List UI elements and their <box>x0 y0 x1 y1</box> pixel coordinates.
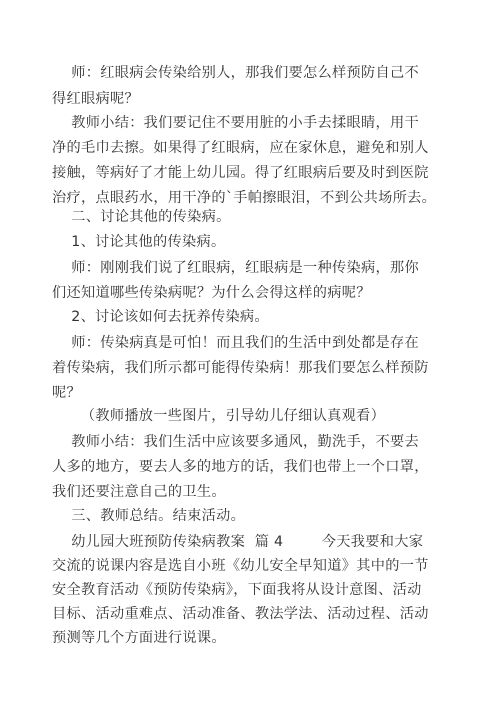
text-line: 师：传染病真是可怕！而且我们的生活中到处都是存在 <box>52 335 419 351</box>
text-line: 预测等几个方面进行说课。 <box>52 630 226 646</box>
text-line: 2、讨论该如何去抚养传染病。 <box>52 309 269 325</box>
text-line: 教师小结：我们生活中应该要多通风，勤洗手，不要去 <box>52 434 419 450</box>
text-line: 1、讨论其他的传染病。 <box>52 234 226 250</box>
text-line: 三、教师总结。结束活动。 <box>52 508 246 524</box>
text-line: 师：刚刚我们说了红眼病，红眼病是一种传染病，那你 <box>52 260 419 276</box>
text-line: 接触，等病好了才能上幼儿园。得了红眼病后要及时到医院 <box>52 165 429 181</box>
text-line: 着传染病，我们所示都可能得传染病！那我们要怎么样预防 <box>52 360 429 376</box>
text-line: 人多的地方，要去人多的地方的话，我们也带上一个口罩， <box>52 459 429 475</box>
text-line: 幼儿园大班预防传染病教案 篇 4 今天我要和大家 <box>52 534 424 550</box>
text-line: （教师播放一些图片，引导幼儿仔细认真观看） <box>52 408 386 424</box>
text-line: 师：红眼病会传染给别人，那我们要怎么样预防自己不 <box>52 65 419 81</box>
text-line: 净的毛巾去擦。如果得了红眼病，应在家休息，避免和别人 <box>52 140 429 156</box>
text-line: 治疗，点眼药水，用干净的`手帕擦眼泪，不到公共场所去。 <box>52 190 437 206</box>
text-line: 目标、活动重难点、活动准备、教法学法、活动过程、活动 <box>52 606 429 622</box>
text-line: 二、讨论其他的传染病。 <box>52 209 231 225</box>
text-line: 我们还要注意自己的卫生。 <box>52 484 226 500</box>
text-line: 安全教育活动《预防传染病》，下面我将从设计意图、活动 <box>52 582 422 598</box>
text-line: 得红眼病呢？ <box>52 91 139 107</box>
text-line: 交流的说课内容是选自小班《幼儿安全早知道》其中的一节 <box>52 558 429 574</box>
text-line: 呢？ <box>52 385 81 401</box>
text-line: 们还知道哪些传染病呢？为什么会得这样的病呢？ <box>52 285 371 301</box>
text-line: 教师小结：我们要记住不要用脏的小手去揉眼睛，用干 <box>52 115 419 131</box>
paragraph-lesson-intro <box>0 529 500 711</box>
